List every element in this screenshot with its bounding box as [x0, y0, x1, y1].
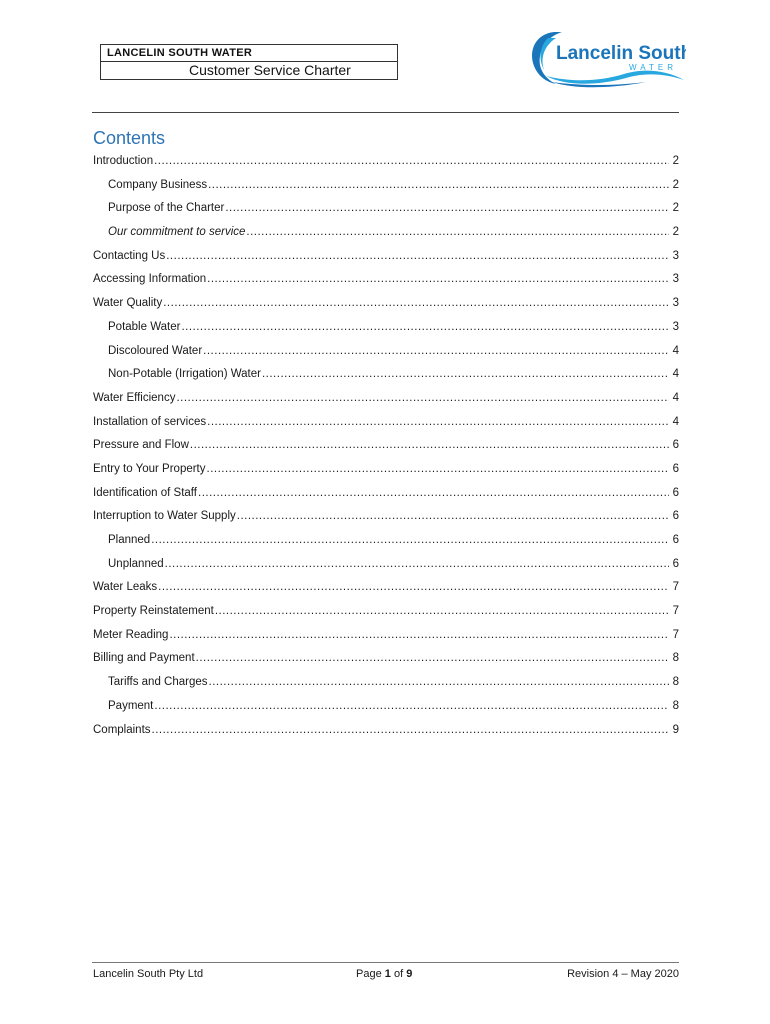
- toc-entry-page[interactable]: 2: [672, 155, 679, 167]
- toc-entry-page[interactable]: 6: [672, 557, 679, 570]
- toc-dot-leader: [196, 647, 669, 671]
- toc-entry-label[interactable]: Installation of services: [93, 415, 207, 428]
- toc-entry[interactable]: [93, 150, 679, 174]
- toc-entry[interactable]: [93, 316, 679, 340]
- toc-dot-leader: [158, 576, 669, 600]
- toc-entry-label[interactable]: Billing and Payment: [93, 652, 195, 665]
- toc-dot-leader: [262, 363, 669, 387]
- toc-entry-label[interactable]: Water Efficiency: [93, 391, 176, 404]
- header-title-box: [100, 44, 398, 80]
- toc-entry-page[interactable]: 7: [672, 605, 679, 618]
- toc-entry[interactable]: [93, 505, 679, 529]
- toc-entry-label[interactable]: Water Quality: [93, 297, 163, 310]
- toc-dot-leader: [207, 458, 669, 482]
- toc-entry-label[interactable]: Payment: [108, 699, 154, 712]
- table-of-contents: [93, 150, 679, 742]
- toc-entry-page[interactable]: 4: [672, 368, 679, 381]
- toc-entry[interactable]: [93, 624, 679, 648]
- toc-dot-leader: [246, 221, 669, 245]
- toc-entry-label[interactable]: Potable Water: [108, 320, 181, 333]
- footer-divider: [92, 962, 679, 963]
- toc-dot-leader: [152, 719, 669, 743]
- toc-entry-label[interactable]: Accessing Information: [93, 273, 207, 286]
- page-total: 9: [406, 968, 413, 980]
- org-name: LANCELIN SOUTH WATER: [101, 45, 397, 62]
- toc-entry-label[interactable]: Introduction: [93, 155, 154, 167]
- toc-entry[interactable]: [93, 482, 679, 506]
- toc-entry[interactable]: [93, 268, 679, 292]
- toc-entry-page[interactable]: 6: [672, 510, 679, 523]
- toc-entry-page[interactable]: 9: [672, 723, 679, 736]
- footer-revision: Revision 4 – May 2020: [567, 968, 679, 980]
- toc-entry[interactable]: [93, 671, 679, 695]
- toc-entry-label[interactable]: Complaints: [93, 723, 151, 736]
- toc-entry-page[interactable]: 6: [672, 486, 679, 499]
- page-current: 1: [384, 968, 391, 980]
- toc-dot-leader: [165, 553, 669, 577]
- toc-entry[interactable]: [93, 411, 679, 435]
- logo-subword: WATER: [629, 63, 677, 72]
- toc-entry-label[interactable]: Non-Potable (Irrigation) Water: [108, 368, 261, 381]
- toc-entry[interactable]: [93, 647, 679, 671]
- toc-entry[interactable]: [93, 434, 679, 458]
- toc-entry-page[interactable]: 3: [672, 297, 679, 310]
- toc-entry[interactable]: [93, 363, 679, 387]
- toc-entry[interactable]: [93, 576, 679, 600]
- toc-entry-page[interactable]: 6: [672, 534, 679, 546]
- toc-entry-page[interactable]: 7: [672, 581, 679, 594]
- toc-entry-label[interactable]: Interruption to Water Supply: [93, 510, 236, 523]
- toc-entry-page[interactable]: 3: [672, 249, 679, 262]
- toc-entry-page[interactable]: 7: [672, 628, 679, 641]
- page-of: of: [393, 968, 404, 980]
- toc-entry-page[interactable]: 2: [672, 178, 679, 191]
- toc-entry-page[interactable]: 3: [672, 320, 679, 333]
- toc-dot-leader: [169, 624, 669, 648]
- footer-company: Lancelin South Pty Ltd: [93, 968, 204, 980]
- page-prefix: Page: [356, 968, 382, 980]
- toc-entry-label[interactable]: Contacting Us: [93, 249, 166, 262]
- toc-entry-label[interactable]: Unplanned: [108, 557, 164, 570]
- footer-page-number: [356, 968, 412, 980]
- logo-graphic-icon: [526, 28, 686, 90]
- toc-entry-label[interactable]: Pressure and Flow: [93, 439, 189, 452]
- toc-dot-leader: [151, 529, 669, 553]
- toc-entry-label[interactable]: Identification of Staff: [93, 486, 197, 499]
- toc-dot-leader: [203, 340, 669, 364]
- toc-dot-leader: [163, 292, 669, 316]
- toc-entry[interactable]: [93, 695, 679, 719]
- toc-entry[interactable]: [93, 174, 679, 198]
- toc-entry[interactable]: [93, 600, 679, 624]
- toc-entry-label[interactable]: Purpose of the Charter: [108, 202, 225, 215]
- toc-entry-label[interactable]: Tariffs and Charges: [108, 676, 208, 689]
- toc-entry[interactable]: [93, 529, 679, 553]
- toc-dot-leader: [237, 505, 669, 529]
- toc-entry[interactable]: [93, 387, 679, 411]
- toc-dot-leader: [208, 174, 669, 198]
- toc-entry-label[interactable]: Water Leaks: [93, 581, 158, 594]
- toc-entry-page[interactable]: 3: [672, 273, 679, 286]
- toc-dot-leader: [209, 671, 669, 695]
- toc-entry[interactable]: [93, 245, 679, 269]
- toc-entry-label[interactable]: Meter Reading: [93, 628, 169, 641]
- toc-entry-page[interactable]: 2: [672, 226, 679, 239]
- toc-dot-leader: [225, 197, 669, 221]
- toc-entry[interactable]: [93, 553, 679, 577]
- toc-entry-page[interactable]: 2: [672, 202, 679, 215]
- toc-dot-leader: [207, 411, 669, 435]
- toc-dot-leader: [181, 316, 669, 340]
- toc-entry-label[interactable]: Discoloured Water: [108, 344, 203, 357]
- toc-entry-label[interactable]: Property Reinstatement: [93, 605, 214, 618]
- toc-dot-leader: [198, 482, 669, 506]
- toc-dot-leader: [176, 387, 669, 411]
- toc-dot-leader: [190, 434, 669, 458]
- toc-dot-leader: [207, 268, 669, 292]
- toc-entry-page[interactable]: 4: [672, 391, 679, 404]
- toc-entry[interactable]: [93, 197, 679, 221]
- toc-dot-leader: [215, 600, 669, 624]
- toc-entry-label[interactable]: Our commitment to service: [108, 226, 246, 239]
- toc-dot-leader: [154, 695, 669, 719]
- header-divider: [92, 112, 679, 113]
- toc-entry-page[interactable]: 6: [672, 462, 679, 475]
- toc-entry[interactable]: [93, 719, 679, 743]
- toc-entry-page[interactable]: 6: [672, 439, 679, 452]
- toc-entry-page[interactable]: 4: [672, 415, 679, 428]
- logo-wordmark: Lancelin South: [556, 43, 686, 64]
- toc-entry[interactable]: [93, 458, 679, 482]
- toc-entry-label[interactable]: Company Business: [108, 178, 208, 191]
- toc-entry-label[interactable]: Entry to Your Property: [93, 462, 206, 475]
- toc-entry[interactable]: [93, 221, 679, 245]
- company-logo: [526, 28, 686, 90]
- toc-dot-leader: [154, 150, 669, 174]
- toc-entry-label[interactable]: Planned: [108, 534, 151, 546]
- toc-entry[interactable]: [93, 340, 679, 364]
- toc-entry-page[interactable]: 8: [672, 652, 679, 665]
- toc-entry-page[interactable]: 4: [672, 344, 679, 357]
- toc-entry-page[interactable]: 8: [672, 699, 679, 712]
- toc-dot-leader: [166, 245, 669, 269]
- document-title: Customer Service Charter: [189, 62, 351, 78]
- toc-entry-page[interactable]: 8: [672, 676, 679, 689]
- toc-entry[interactable]: [93, 292, 679, 316]
- toc-heading: Contents: [93, 128, 166, 148]
